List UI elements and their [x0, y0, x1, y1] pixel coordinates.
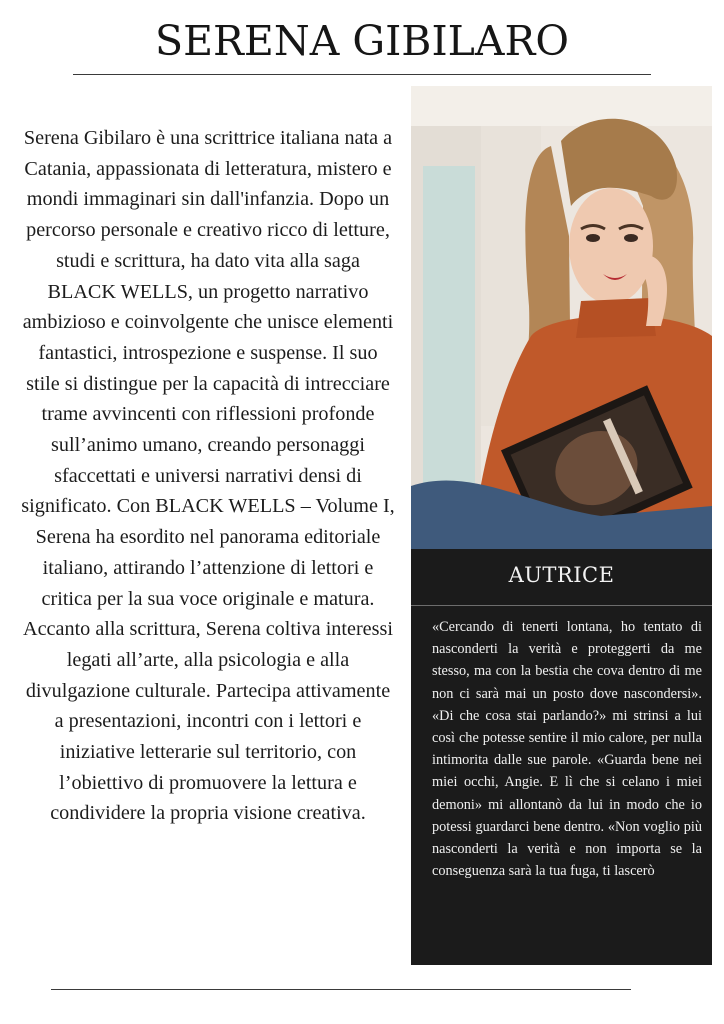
- page-title: SERENA GIBILARO: [155, 17, 569, 65]
- top-divider: [73, 74, 651, 75]
- glass-door: [423, 166, 475, 486]
- face: [569, 188, 653, 304]
- bottom-divider: [51, 989, 631, 990]
- book-excerpt: «Cercando di tenerti lontana, ho tentato di nasconderti la verità e proteggerti da me stesso, ma con la bestia che cova dentro di me non ci sarà mai un posto dove nascondersi». «Di che cosa stai parlando?» mi strinsi a lui così che potesse sentire il mio calore, per nulla intimorita dalle sue parole. «Guarda bene nei miei occhi, Angie. E lì che si celano i miei demoni» mi allontanò da lui in modo che io potessi guardarci bene dentro. «Non voglio più nasconderti la verità e non importa se la conseguenza sarà la tua fuga, ti lascerò: [432, 619, 702, 880]
- author-panel: [411, 549, 712, 965]
- biography-text: Serena Gibilaro è una scrittrice italiana nata a Catania, appassionata di letteratura, mistero e mondi immaginari sin dall'infanzia. Dopo un percorso personale e creativo ricco di letture, studi e scrittura, ha dato vita alla saga BLACK WELLS, un progetto narrativo ambizioso e coinvolgente che unisce elementi fantastici, introspezione e suspense. Il suo stile si distingue per la capacità di intrecciare trame avvincenti con riflessioni profonde sull’animo umano, creando personaggi sfaccettati e universi narrativi densi di significato. Con BLACK WELLS – Volume I, Serena ha esordito nel panorama editoriale italiano, attirando l’attenzione di lettori e critica per la sua voce originale e matura. Accanto alla scrittura, Serena coltiva interessi legati all’arte, alla psicologia e alla divulgazione culturale. Partecipa attivamente a presentazioni, incontri con i lettori e iniziative letterarie sul territorio, con l’obiettivo di promuovere la lettura e condividere la propria visione creativa.: [21, 127, 395, 825]
- author-biography: [20, 123, 396, 829]
- panel-divider: [411, 605, 712, 606]
- author-photo: [411, 86, 712, 549]
- panel-heading: AUTRICE: [508, 563, 615, 587]
